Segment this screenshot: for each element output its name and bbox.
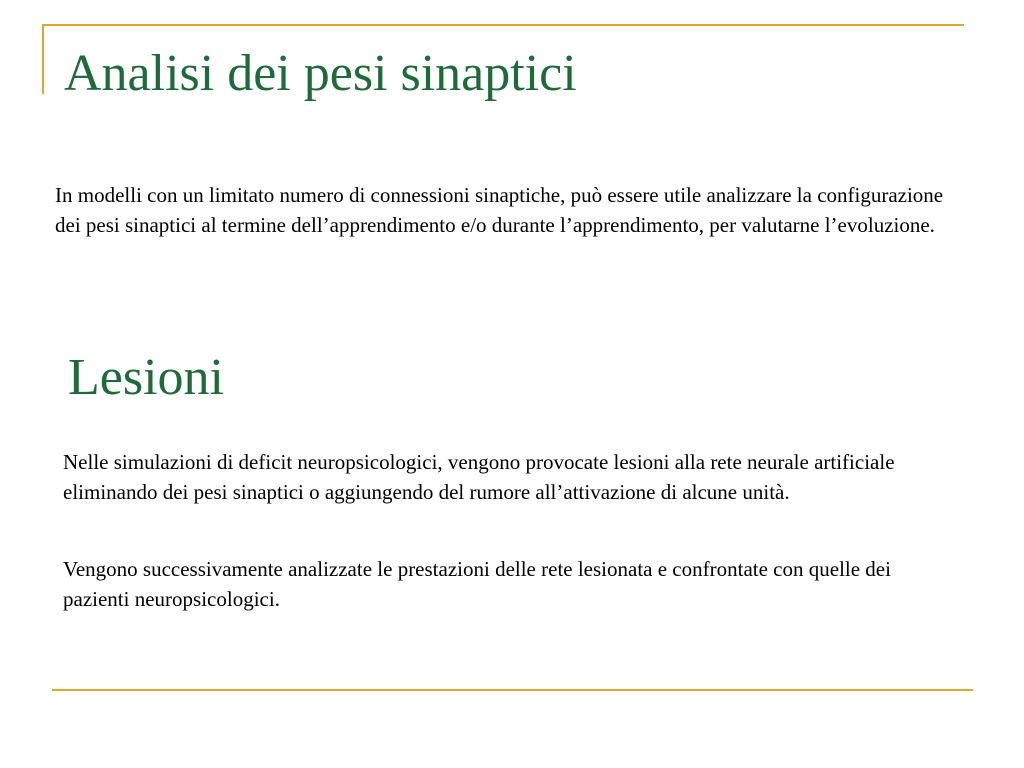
bottom-divider-line	[52, 689, 973, 691]
section-paragraph: Vengono successivamente analizzate le prestazioni delle rete lesionata e confrontate con quelle dei pazienti neuropsicologici.	[63, 557, 891, 611]
intro-paragraph: In modelli con un limitato numero di connessioni sinaptiche, può essere utile analizzare la configurazione dei pesi sinaptici al termine dell’apprendimento e/o durante l’apprendimento, per valutarne l’evoluzione.	[55, 183, 944, 237]
slide-title: Analisi dei pesi sinaptici	[64, 45, 577, 102]
section-title: Lesioni	[68, 349, 224, 406]
left-accent-line	[42, 24, 44, 94]
top-divider-line	[42, 24, 964, 26]
section-paragraph: Nelle simulazioni di deficit neuropsicologici, vengono provocate lesioni alla rete neurale artificiale eliminando dei pesi sinaptici o aggiungendo del rumore all’attivazione di alcune unità.	[63, 450, 895, 504]
